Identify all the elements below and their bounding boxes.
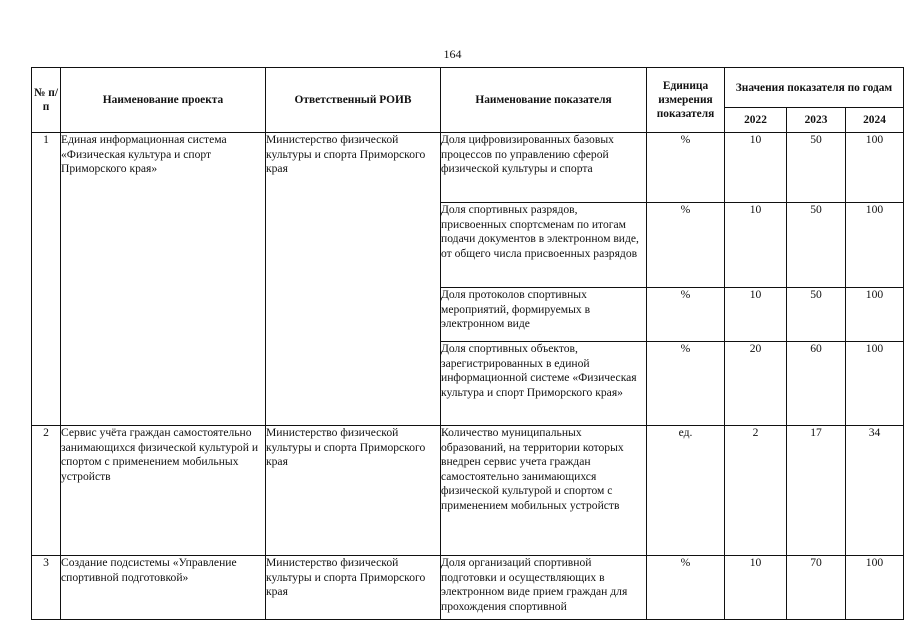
responsible-roiv: Министерство физической культуры и спорта Приморского края	[266, 556, 441, 620]
indicator-name: Доля спортивных разрядов, присвоенных спортсменам по итогам подачи документов в электронном виде, от общего числа присвоенных разрядов	[441, 203, 647, 288]
project-name: Единая информационная система «Физическая культура и спорт Приморского края»	[61, 133, 266, 426]
header-unit: Единица измерения показателя	[647, 68, 725, 133]
indicator-unit: ед.	[647, 426, 725, 556]
project-name: Создание подсистемы «Управление спортивной подготовкой»	[61, 556, 266, 620]
header-year-2024: 2024	[846, 108, 904, 133]
value-2023: 50	[787, 203, 846, 288]
value-2023: 50	[787, 288, 846, 342]
value-2022: 20	[725, 342, 787, 426]
value-2023: 70	[787, 556, 846, 620]
project-name: Сервис учёта граждан самостоятельно занимающихся физической культурой и спортом с применением мобильных устройств	[61, 426, 266, 556]
indicator-unit: %	[647, 133, 725, 203]
indicator-name: Доля цифровизированных базовых процессов по управлению сферой физической культуры и спорта	[441, 133, 647, 203]
table-row	[32, 133, 904, 203]
table-row	[32, 426, 904, 556]
value-2024: 100	[846, 203, 904, 288]
responsible-roiv: Министерство физической культуры и спорта Приморского края	[266, 426, 441, 556]
responsible-roiv: Министерство физической культуры и спорта Приморского края	[266, 133, 441, 426]
header-indicator: Наименование показателя	[441, 68, 647, 133]
header-project: Наименование проекта	[61, 68, 266, 133]
value-2023: 17	[787, 426, 846, 556]
value-2024: 100	[846, 342, 904, 426]
indicator-name: Доля организаций спортивной подготовки и осуществляющих в электронном виде прием граждан для прохождения спортивной	[441, 556, 647, 620]
value-2024: 100	[846, 133, 904, 203]
header-year-2022: 2022	[725, 108, 787, 133]
table-body	[32, 133, 904, 620]
value-2023: 60	[787, 342, 846, 426]
value-2022: 10	[725, 288, 787, 342]
table-row	[32, 556, 904, 620]
header-values-group: Значения показателя по годам	[725, 68, 904, 108]
value-2022: 2	[725, 426, 787, 556]
row-num: 2	[32, 426, 61, 556]
header-roiv: Ответственный РОИВ	[266, 68, 441, 133]
indicator-unit: %	[647, 556, 725, 620]
value-2024: 100	[846, 288, 904, 342]
table-header	[32, 68, 904, 133]
value-2024: 34	[846, 426, 904, 556]
row-num: 3	[32, 556, 61, 620]
header-year-2023: 2023	[787, 108, 846, 133]
value-2024: 100	[846, 556, 904, 620]
indicator-unit: %	[647, 203, 725, 288]
indicator-name: Количество муниципальных образований, на территории которых внедрен сервис учета граждан самостоятельно занимающихся физической культурой и спортом с применением мобильных устройств	[441, 426, 647, 556]
value-2022: 10	[725, 556, 787, 620]
value-2023: 50	[787, 133, 846, 203]
indicator-name: Доля спортивных объектов, зарегистрированных в единой информационной системе «Физическая культура и спорт Приморского края»	[441, 342, 647, 426]
row-num: 1	[32, 133, 61, 426]
value-2022: 10	[725, 203, 787, 288]
indicator-unit: %	[647, 342, 725, 426]
page-number: 164	[443, 47, 462, 61]
value-2022: 10	[725, 133, 787, 203]
indicator-unit: %	[647, 288, 725, 342]
header-num: № п/п	[32, 68, 61, 133]
indicators-table	[31, 67, 904, 620]
indicator-name: Доля протоколов спортивных мероприятий, формируемых в электронном виде	[441, 288, 647, 342]
